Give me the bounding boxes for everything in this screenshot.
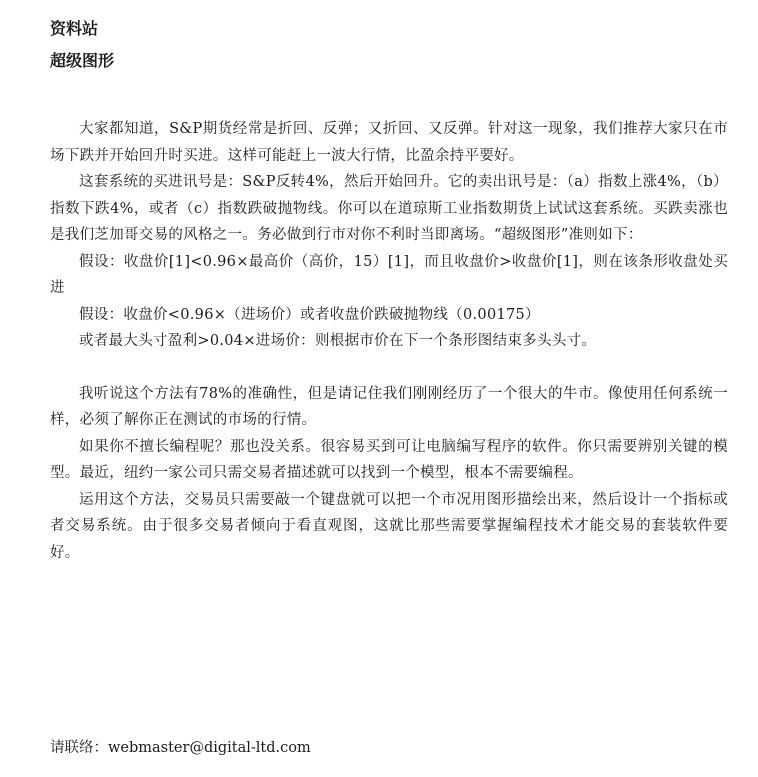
rule-buy-condition: 假设：收盘价[1]<0.96×最高价（高价，15）[1]，而且收盘价>收盘价[1]，则在该条形收盘处买进 <box>50 253 728 296</box>
paragraph-gap <box>50 355 728 381</box>
paragraph-signals: 这套系统的买进讯号是：S&P反转4%，然后开始回升。它的卖出讯号是：（a）指数上涨4%，（b）指数下跌4%，或者（c）指数跌破抛物线。你可以在道琼斯工业指数期货上试试这套系统。买跌卖涨也是我们芝加哥交易的风格之一。务必做到行市对你不利时当即离场。“超级图形”准则如下： <box>50 174 728 243</box>
rule-profit-condition: 或者最大头寸盈利>0.04×进场价：则根据市价在下一个条形图结束多头头寸。 <box>79 333 597 349</box>
paragraph-method: 运用这个方法，交易员只需要敲一个键盘就可以把一个市况用图形描绘出来，然后设计一个指标或者交易系统。由于很多交易者倾向于看直观图，这就比那些需要掌握编程技术才能交易的套装软件要好。 <box>50 491 728 561</box>
article-body <box>50 116 728 566</box>
rule-exit-condition: 假设：收盘价<0.96×（进场价）或者收盘价跌破抛物线（0.00175） <box>79 306 540 323</box>
contact-line: 请联络：webmaster@digital-ltd.com <box>50 740 311 756</box>
paragraph-programming: 如果你不擅长编程呢？那也没关系。很容易买到可让电脑编写程序的软件。你只需要辨别关键的模型。最近，纽约一家公司只需交易者描述就可以找到一个模型，根本不需要编程。 <box>50 438 728 481</box>
section-label: 资料站 <box>50 19 99 38</box>
paragraph-intro: 大家都知道，S&P期货经常是折回、反弹；又折回、又反弹。针对这一现象，我们推荐大家只在市场下跌并开始回升时买进。这样可能赶上一波大行情，比盈余持平要好。 <box>50 121 728 164</box>
paragraph-accuracy: 我听说这个方法有78%的准确性，但是请记住我们刚刚经历了一个很大的牛市。像使用任何系统一样，必须了解你正在测试的市场的行情。 <box>50 385 728 428</box>
article-title: 超级图形 <box>50 51 115 70</box>
